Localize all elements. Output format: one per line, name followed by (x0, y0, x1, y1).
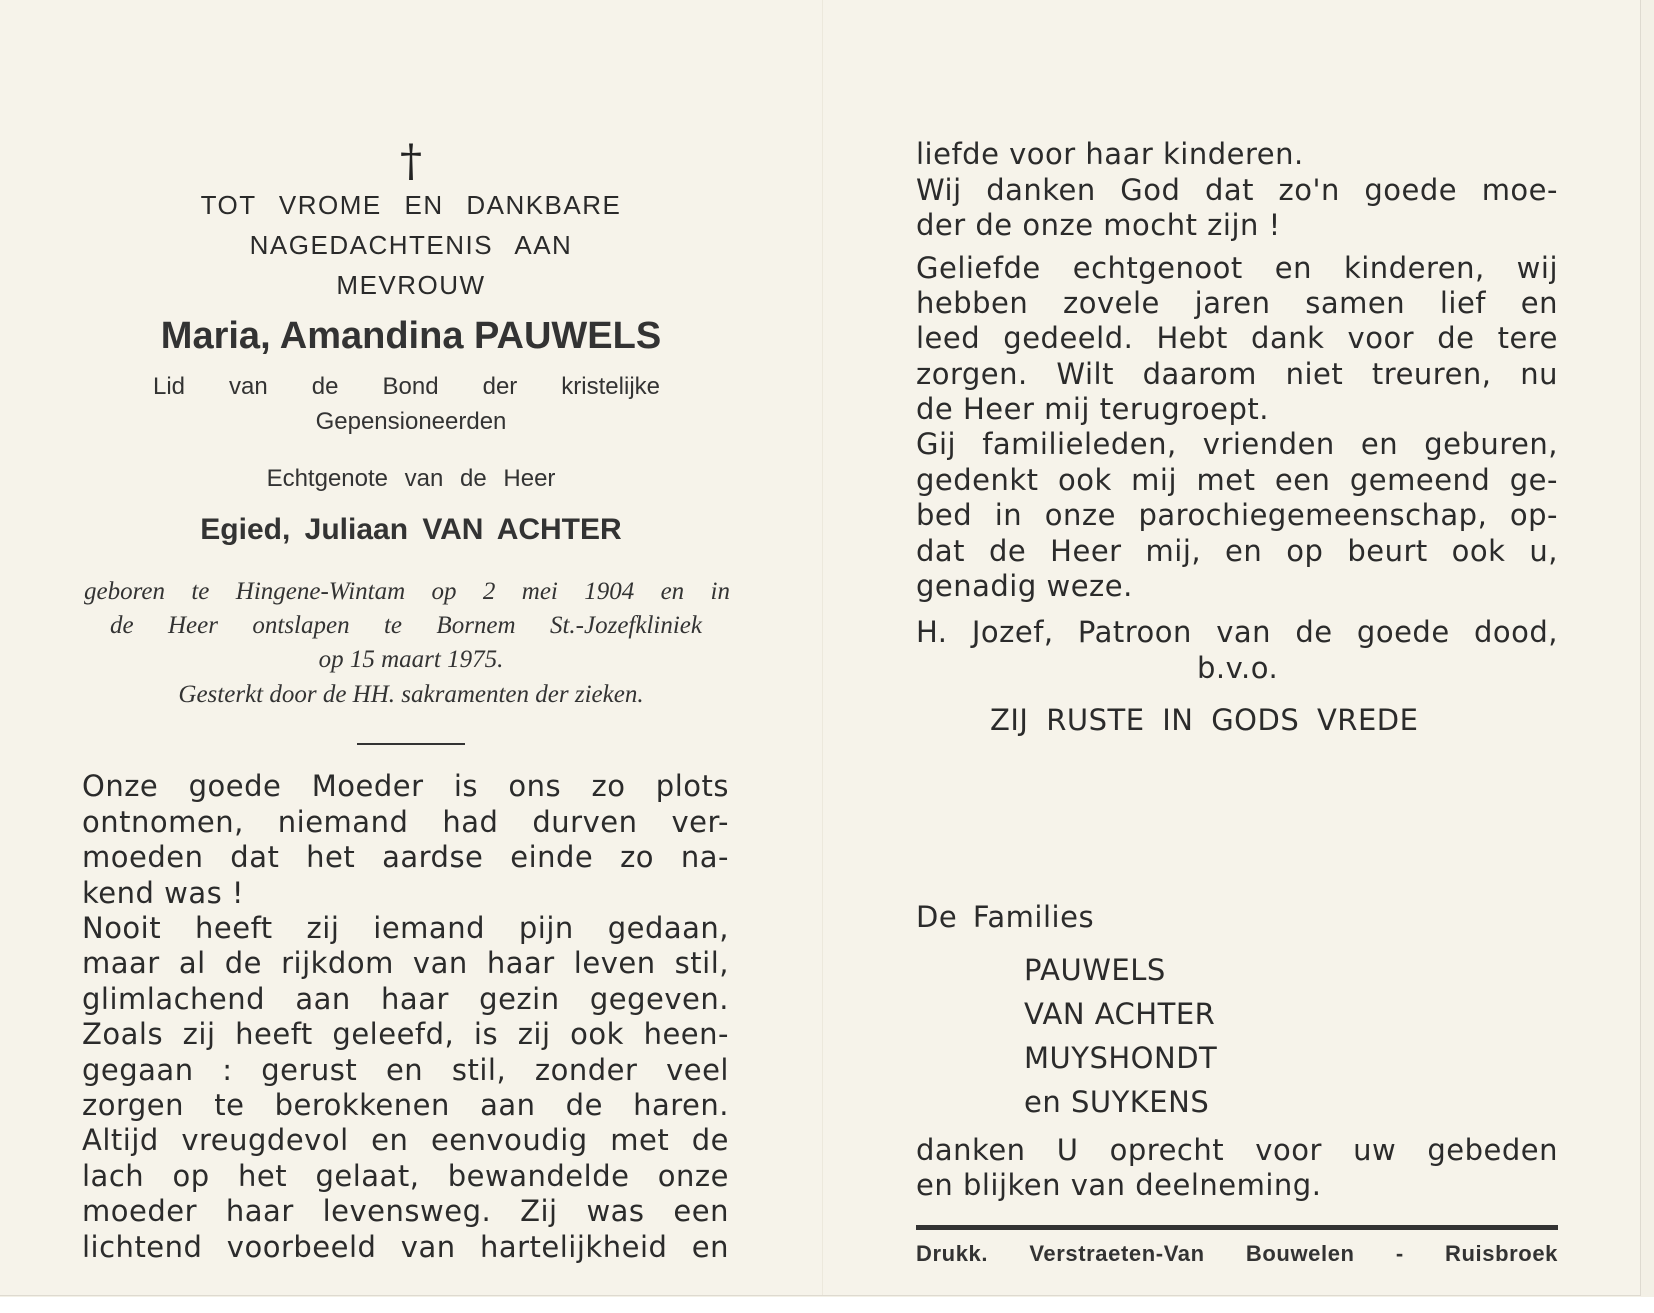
text-line-14: lichtend voorbeeld van hartelijkheid en (82, 1230, 729, 1264)
spouse-name: Egied, Juliaan VAN ACHTER (200, 513, 622, 546)
right-text-line-5: hebben zovele jaren samen lief en (916, 286, 1558, 320)
thanks-line-1: danken U oprecht voor uw gebeden (916, 1133, 1558, 1167)
birth-line-2: de Heer ontslapen te Bornem St.-Jozefkliniek (110, 612, 702, 639)
membership-line-1: Lid van de Bond der kristelijke (153, 373, 660, 400)
birth-line-1: geboren te Hingene-Wintam op 2 mei 1904 en in (84, 578, 730, 605)
spouse-intro: Echtgenote van de Heer (266, 465, 556, 492)
right-text-line-11: bed in onze parochiegemeenschap, op- (916, 498, 1558, 532)
right-text-line-8: de Heer mij terugroept. (916, 392, 1269, 426)
header-line-2: NAGEDACHTENIS AAN (249, 230, 573, 260)
text-line-11: Altijd vreugdevol en eenvoudig met de (82, 1123, 729, 1157)
right-text-line-6: leed gedeeld. Hebt dank voor de tere (916, 321, 1558, 355)
text-line-2: ontnomen, niemand had durven ver- (82, 805, 729, 839)
rest-line: ZIJ RUSTE IN GODS VREDE (990, 703, 1419, 737)
right-text-line-4: Geliefde echtgenoot en kinderen, wij (916, 251, 1558, 285)
text-line-1: Onze goede Moeder is ons zo plots (82, 769, 729, 803)
prayer-line: H. Jozef, Patroon van de goede dood, (916, 615, 1558, 649)
text-line-5: Nooit heeft zij iemand pijn gedaan, (82, 911, 729, 945)
right-text-line-7: zorgen. Wilt daarom niet treuren, nu (916, 357, 1558, 391)
card-fold (822, 0, 823, 1295)
thanks-line-2: en blijken van deelneming. (916, 1168, 1322, 1202)
cross-icon: † (400, 136, 422, 187)
text-line-6: maar al de rijkdom van haar leven stil, (82, 946, 729, 980)
header-line-1: TOT VROME EN DANKBARE (200, 190, 622, 220)
right-text-line-2: Wij danken God dat zo'n goede moe- (916, 173, 1558, 207)
text-line-9: gegaan : gerust en stil, zonder veel (82, 1053, 729, 1087)
text-line-7: glimlachend aan haar gezin gegeven. (82, 982, 729, 1016)
text-line-10: zorgen te berokkenen aan de haren. (82, 1088, 729, 1122)
text-line-13: moeder haar levensweg. Zij was een (82, 1194, 729, 1228)
deceased-name: Maria, Amandina PAUWELS (160, 315, 662, 357)
right-text-line-12: dat de Heer mij, en op beurt ook u, (916, 534, 1558, 568)
right-text-line-9: Gij familieleden, vrienden en geburen, (916, 427, 1558, 461)
right-text-line-3: der de onze mocht zijn ! (916, 208, 1281, 242)
text-line-3: moeden dat het aardse einde zo na- (82, 840, 729, 874)
scan-edge (0, 1297, 1654, 1313)
printer-credit: Drukk. Verstraeten-Van Bouwelen - Ruisbroek (916, 1241, 1558, 1266)
divider (357, 743, 465, 745)
text-line-8: Zoals zij heeft geleefd, is zij ook heen- (82, 1017, 729, 1051)
membership-line-2: Gepensioneerden (315, 408, 507, 435)
family-name-3: MUYSHONDT (1024, 1041, 1218, 1075)
header-line-3: MEVROUW (336, 270, 486, 300)
family-name-4: en SUYKENS (1024, 1085, 1210, 1119)
right-text-line-1: liefde voor haar kinderen. (916, 137, 1304, 171)
family-name-1: PAUWELS (1024, 953, 1166, 987)
right-text-line-10: gedenkt ook mij met een gemeend ge- (916, 463, 1558, 497)
families-intro: De Families (916, 900, 1095, 934)
text-line-12: lach op het gelaat, bewandelde onze (82, 1159, 729, 1193)
family-name-2: VAN ACHTER (1024, 997, 1216, 1031)
bvo-line: b.v.o. (1197, 651, 1279, 685)
text-line-4: kend was ! (82, 876, 245, 910)
birth-line-3: op 15 maart 1975. (318, 646, 504, 673)
birth-line-4: Gesterkt door de HH. sakramenten der zieken. (178, 681, 644, 708)
bottom-rule (916, 1225, 1558, 1230)
right-text-line-13: genadig weze. (916, 569, 1133, 603)
